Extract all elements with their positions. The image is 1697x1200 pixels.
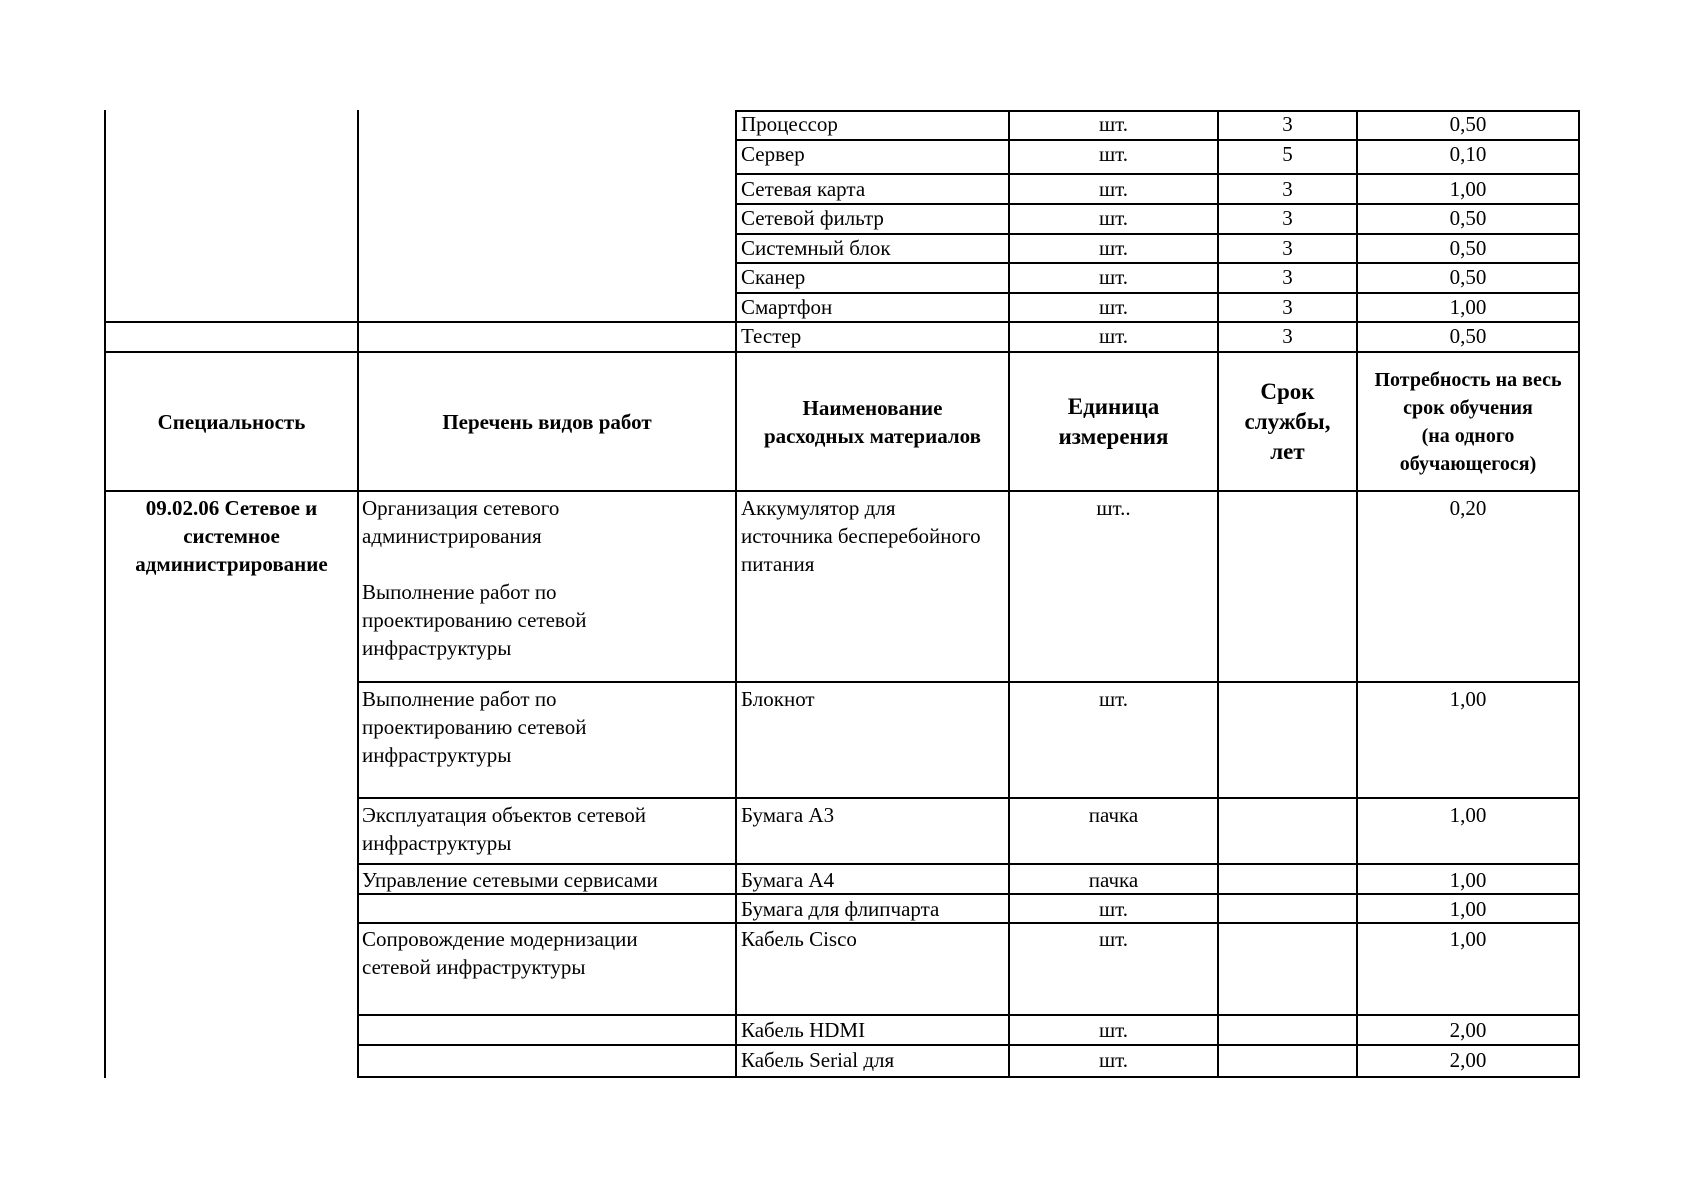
unit-cell: шт. [1098,897,1129,921]
need-cell: 0,50 [1449,324,1487,348]
need-cell: 2,00 [1449,1018,1487,1042]
header-works: Перечень видов работ [442,409,652,434]
need-cell: 0,10 [1449,142,1487,166]
material-name: Сканер [741,265,806,289]
life-cell: 5 [1282,142,1293,166]
header-material: Наименование расходных материалов [763,395,981,448]
unit-cell: шт. [1098,1048,1129,1072]
table-bottom-border [357,1076,1580,1078]
unit-cell: шт.. [1096,496,1131,520]
material-name: Кабель Serial для [741,1048,895,1072]
unit-cell: шт. [1098,206,1129,230]
header-need: Потребность на весь срок обучения (на одного обучающегося) [1374,368,1562,475]
life-cell: 3 [1282,206,1293,230]
unit-cell: шт. [1098,236,1129,260]
life-cell: 3 [1282,265,1293,289]
header-life: Срок службы, лет [1244,378,1331,464]
life-cell: 3 [1282,324,1293,348]
material-name: Бумага А3 [741,803,835,827]
need-cell: 2,00 [1449,1048,1487,1072]
work-type: Выполнение работ по проектированию сетевой инфраструктуры [362,687,587,767]
row-border [357,681,1580,683]
need-cell: 1,00 [1449,177,1487,201]
header-unit: Единица измерения [1058,393,1169,449]
table-border-right [1578,110,1580,1078]
material-name: Бумага для флипчарта [741,897,940,921]
material-name: Тестер [741,324,802,348]
need-cell: 0,50 [1449,265,1487,289]
need-cell: 0,50 [1449,206,1487,230]
material-name: Сетевая карта [741,177,866,201]
column-divider-material [735,110,737,1078]
material-name: Блокнот [741,687,815,711]
unit-cell: пачка [1088,803,1139,827]
need-cell: 1,00 [1449,897,1487,921]
unit-cell: шт. [1098,112,1129,136]
material-name: Сервер [741,142,805,166]
material-name: Процессор [741,112,838,136]
life-cell: 3 [1282,236,1293,260]
life-cell: 3 [1282,177,1293,201]
need-cell: 0,20 [1449,496,1487,520]
work-type: Организация сетевого администрирования Выполнение работ по проектированию сетевой инфраструктуры [362,496,587,660]
specialty-name: 09.02.06 Сетевое и системное администрирование [135,496,328,576]
unit-cell: шт. [1098,177,1129,201]
need-cell: 1,00 [1449,927,1487,951]
need-cell: 1,00 [1449,295,1487,319]
material-name: Смартфон [741,295,833,319]
unit-cell: шт. [1098,1018,1129,1042]
row-border [357,863,1580,865]
table-border-left [104,110,106,1078]
work-type: Эксплуатация объектов сетевой инфраструктуры [362,803,646,855]
column-divider-works [357,110,359,1078]
need-cell: 0,50 [1449,236,1487,260]
material-name: Кабель HDMI [741,1018,866,1042]
material-name: Кабель Cisco [741,927,857,951]
need-cell: 1,00 [1449,868,1487,892]
material-name: Сетевой фильтр [741,206,884,230]
unit-cell: шт. [1098,927,1129,951]
unit-cell: шт. [1098,265,1129,289]
need-cell: 1,00 [1449,687,1487,711]
life-cell: 3 [1282,295,1293,319]
material-name: Системный блок [741,236,891,260]
work-type: Управление сетевыми сервисами [362,868,658,892]
need-cell: 1,00 [1449,803,1487,827]
header-specialty: Специальность [157,409,306,434]
unit-cell: пачка [1088,868,1139,892]
life-cell: 3 [1282,112,1293,136]
work-type: Сопровождение модернизации сетевой инфраструктуры [362,927,638,979]
material-name: Бумага А4 [741,868,835,892]
unit-cell: шт. [1098,324,1129,348]
row-border [357,797,1580,799]
unit-cell: шт. [1098,295,1129,319]
need-cell: 0,50 [1449,112,1487,136]
unit-cell: шт. [1098,142,1129,166]
header-bottom-border [104,490,1580,492]
unit-cell: шт. [1098,687,1129,711]
material-name: Аккумулятор для источника бесперебойного питания [741,496,981,576]
